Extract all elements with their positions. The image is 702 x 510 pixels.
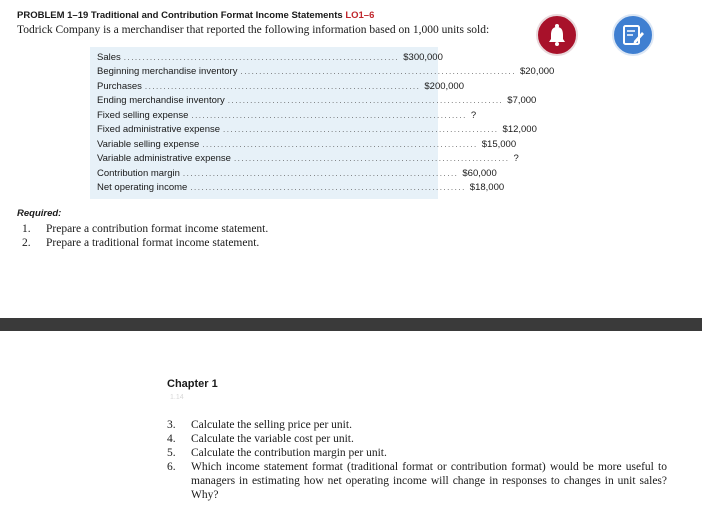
list-item: 1. Prepare a contribution format income statement. — [22, 223, 269, 235]
data-row: Ending merchandise inventory .......................................................................... $7,000 — [97, 95, 537, 106]
data-row: Net operating income .......................................................................... $18,000 — [97, 182, 505, 193]
problem-title: PROBLEM 1–19 Traditional and Contribution Format Income Statements LO1–6 — [17, 10, 375, 21]
data-row: Variable selling expense .......................................................................... $15,000 — [97, 138, 517, 150]
data-row: Fixed administrative expense .......................................................................... $12,000 — [97, 124, 537, 135]
bell-button[interactable] — [536, 14, 578, 56]
data-row: Purchases .......................................................................... $200,000 — [97, 80, 464, 92]
financial-data-table — [90, 47, 555, 199]
problem-intro: Todrick Company is a merchandiser that reported the following information based on 1,000 units sold: — [17, 24, 490, 36]
required-heading: Required: — [17, 208, 62, 219]
list-item: 4. Calculate the variable cost per unit. — [167, 433, 354, 445]
learning-objective: LO1–6 — [345, 10, 375, 21]
list-item: 5. Calculate the contribution margin per unit. — [167, 447, 387, 459]
list-item: 6. Which income statement format (traditional format or contribution format) would be more useful to managers in estimating how net operating income will change in responses to changes in unit sales? Why? — [167, 461, 667, 501]
list-item: 2. Prepare a traditional format income statement. — [22, 237, 260, 249]
data-row: Variable administrative expense .......................................................................... ? — [97, 153, 519, 164]
data-row: Sales .......................................................................... $300,000 — [97, 51, 443, 63]
note-button[interactable] — [612, 14, 654, 56]
data-row: Fixed selling expense .......................................................................... ? — [97, 109, 477, 121]
list-item: 3. Calculate the selling price per unit. — [167, 419, 352, 431]
bell-icon — [544, 22, 570, 48]
chapter-title: Chapter 1 — [167, 378, 218, 390]
page-divider — [0, 318, 702, 331]
required-list — [22, 223, 268, 251]
chapter-page-number: 1.14 — [170, 394, 184, 401]
question-list — [167, 418, 667, 502]
data-row: Beginning merchandise inventory .......................................................................... $20,000 — [97, 66, 555, 77]
note-edit-icon — [620, 22, 646, 48]
data-row: Contribution margin .......................................................................... $60,000 — [97, 167, 497, 179]
